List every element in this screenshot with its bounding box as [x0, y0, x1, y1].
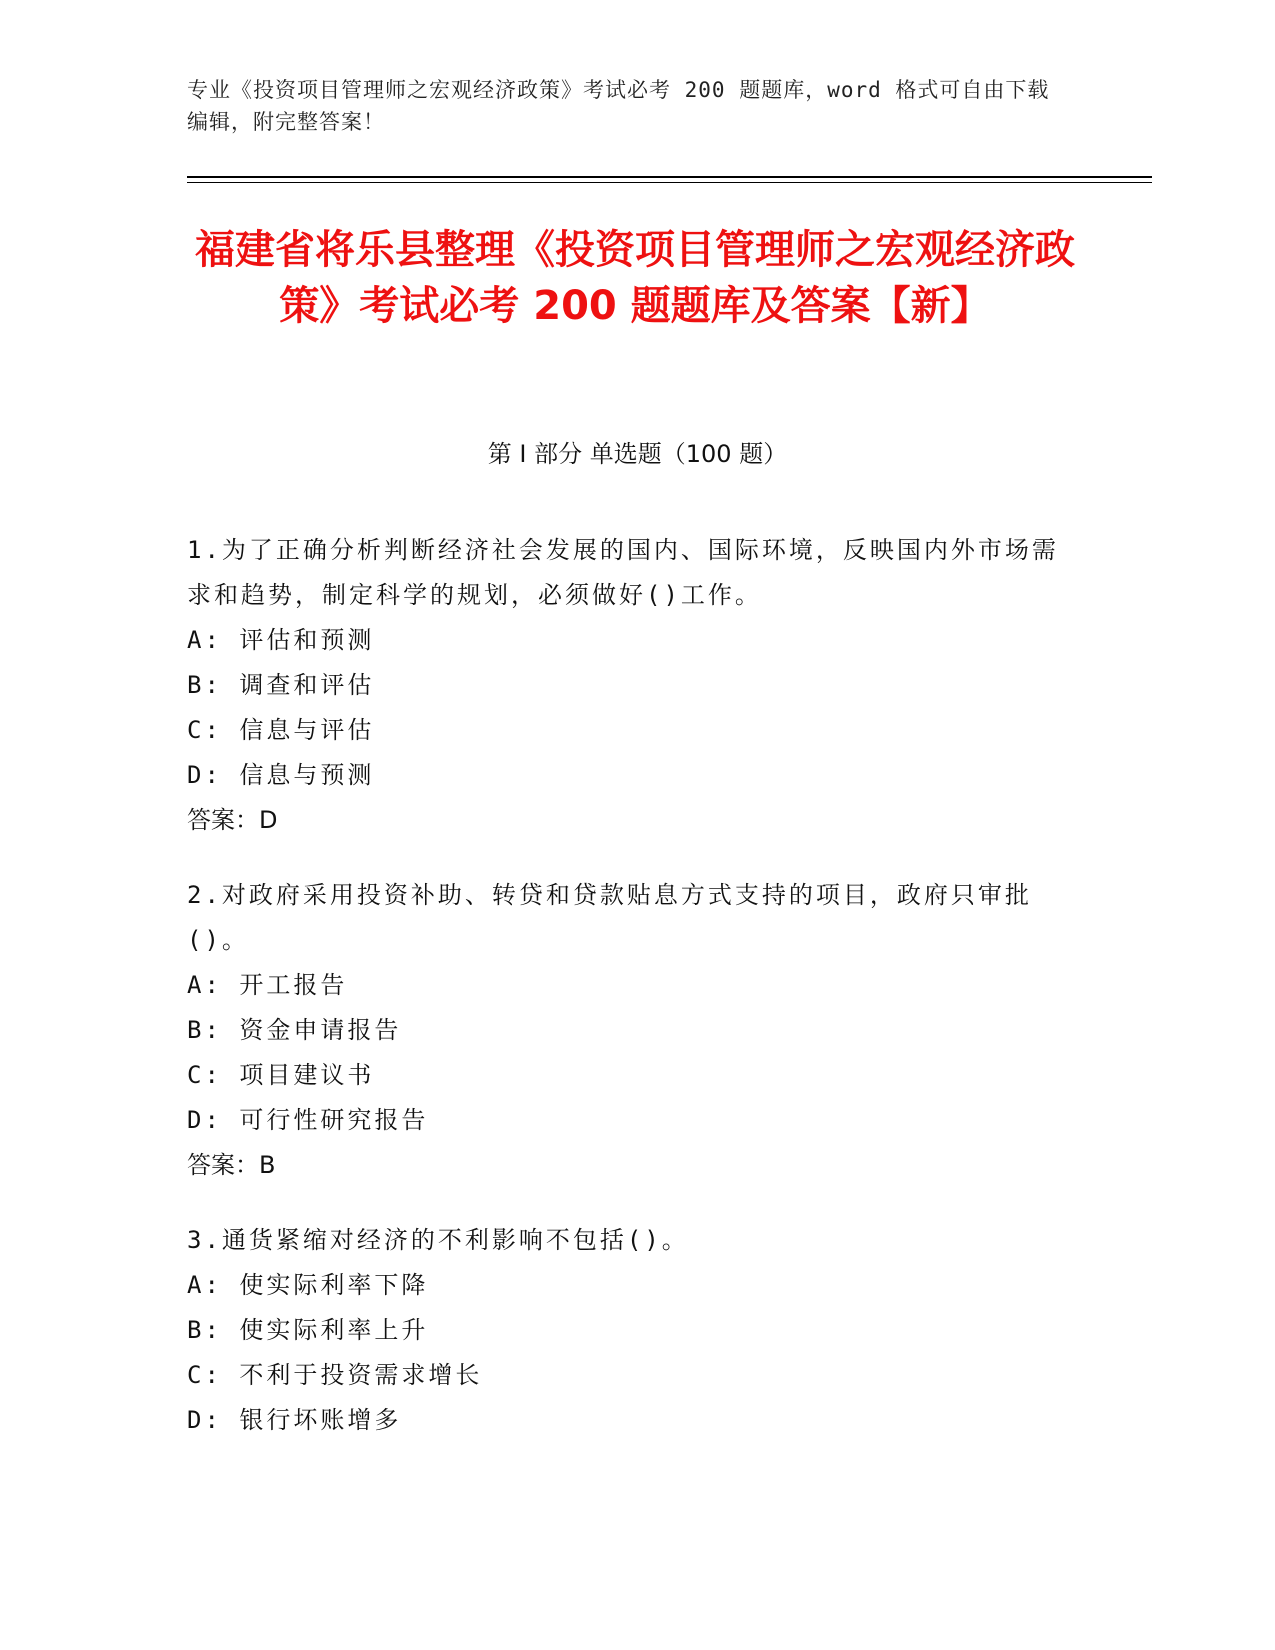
question-stem: 3.通货紧缩对经济的不利影响不包括()。	[187, 1226, 689, 1254]
header-note: 专业《投资项目管理师之宏观经济政策》考试必考 200 题题库，word 格式可自由下载编辑，附完整答案！	[187, 78, 1050, 134]
option-a: A: 开工报告	[187, 971, 348, 999]
option-c: C: 信息与评估	[187, 716, 375, 744]
question-3	[187, 1218, 1067, 1443]
option-d: D: 信息与预测	[187, 761, 375, 789]
document-title: 福建省将乐县整理《投资项目管理师之宏观经济政策》考试必考 200 题题库及答案【新】	[195, 227, 1075, 329]
section-title: 第 I 部分 单选题（100 题）	[487, 440, 788, 468]
question-list	[187, 528, 1067, 1473]
option-b: B: 调查和评估	[187, 671, 375, 699]
question-stem: 1.为了正确分析判断经济社会发展的国内、国际环境，反映国内外市场需求和趋势，制定科学的规划，必须做好()工作。	[187, 536, 1059, 609]
option-b: B: 资金申请报告	[187, 1016, 402, 1044]
option-d: D: 银行坏账增多	[187, 1406, 402, 1434]
option-a: A: 使实际利率下降	[187, 1271, 429, 1299]
header-divider-thin	[187, 182, 1152, 183]
option-d: D: 可行性研究报告	[187, 1106, 429, 1134]
option-c: C: 不利于投资需求增长	[187, 1361, 483, 1389]
header-divider-thick	[187, 176, 1152, 178]
question-stem: 2.对政府采用投资补助、转贷和贷款贴息方式支持的项目，政府只审批()。	[187, 881, 1032, 954]
option-b: B: 使实际利率上升	[187, 1316, 429, 1344]
option-a: A: 评估和预测	[187, 626, 375, 654]
answer: 答案：D	[187, 806, 278, 834]
question-2	[187, 873, 1067, 1188]
question-1	[187, 528, 1067, 843]
answer: 答案：B	[187, 1151, 276, 1179]
option-c: C: 项目建议书	[187, 1061, 375, 1089]
